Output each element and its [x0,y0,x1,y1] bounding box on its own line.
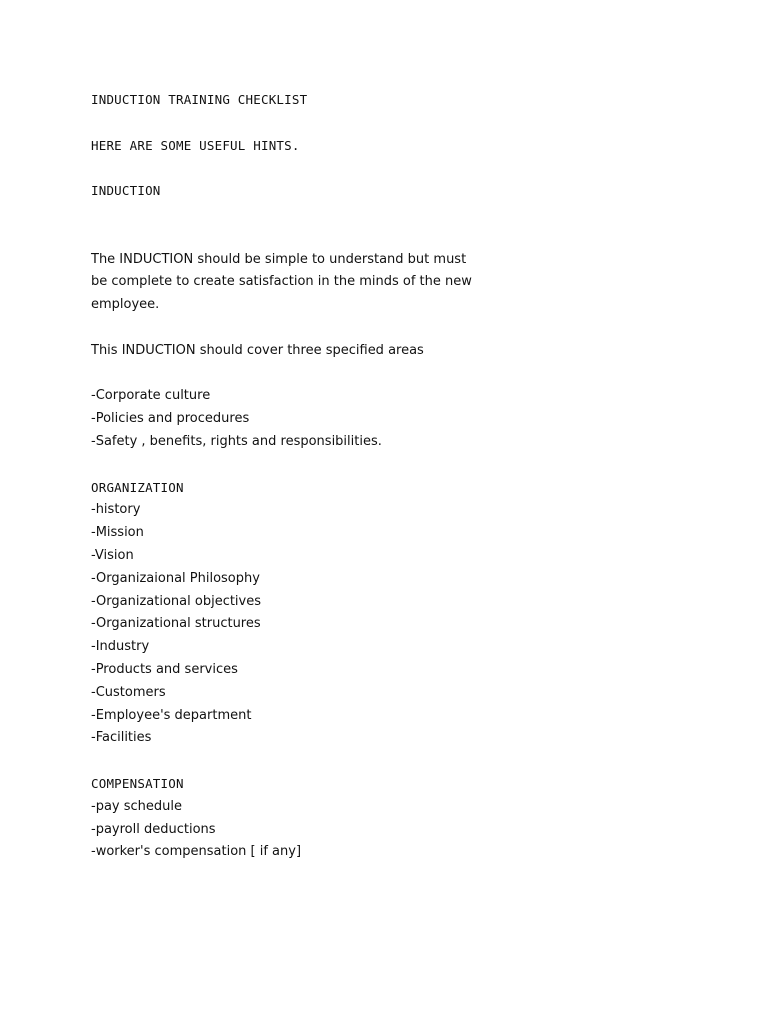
spacer [91,750,691,773]
spacer [91,454,691,477]
intro-line: The INDUCTION should be simple to understand but must [91,251,467,267]
organization-item: -history [91,502,141,518]
organization-item: -Mission [91,525,144,541]
area-item: -Safety , benefits, rights and responsibilities. [91,433,382,449]
spacer [91,363,691,386]
intro-line: be complete to create satisfaction in the minds of the new [91,274,472,290]
spacer [91,203,691,249]
organization-item: -Customers [91,684,166,700]
organization-heading: ORGANIZATION [91,479,184,495]
spacer [91,157,691,180]
organization-item: -Products and services [91,661,238,677]
organization-item: -Facilities [91,730,152,746]
organization-item: -Organizational objectives [91,593,262,609]
organization-item: -Employee's department [91,707,252,723]
spacer [91,317,691,340]
area-item: -Policies and procedures [91,411,250,427]
compensation-heading: COMPENSATION [91,775,184,791]
organization-item: -Vision [91,547,134,563]
induction-heading: INDUCTION [91,183,161,199]
compensation-item: -worker's compensation [ if any] [91,844,302,860]
hints-heading: HERE ARE SOME USEFUL HINTS. [91,137,300,153]
compensation-item: -payroll deductions [91,821,216,837]
intro-line: employee. [91,297,160,313]
organization-item: -Organizational structures [91,616,261,632]
document-title: INDUCTION TRAINING CHECKLIST [91,92,308,107]
spacer [91,112,691,135]
organization-item: -Organizaional Philosophy [91,570,260,586]
areas-intro: This INDUCTION should cover three specified areas [91,342,424,358]
compensation-item: -pay schedule [91,798,182,814]
document-page [91,89,691,864]
area-item: -Corporate culture [91,388,211,404]
organization-item: -Industry [91,639,150,655]
